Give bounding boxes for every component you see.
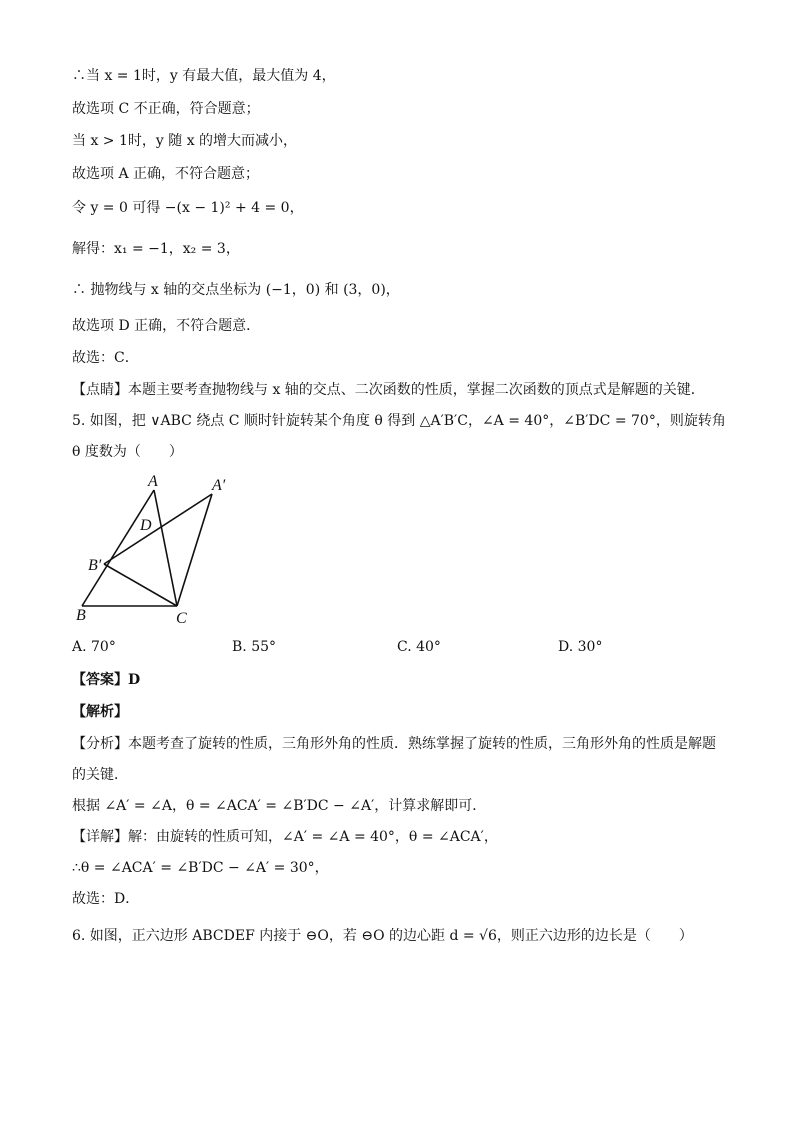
label-C: C [176, 610, 187, 627]
text-line-6: 解得：x₁ = −1，x₂ = 3， [72, 241, 240, 257]
label-B-prime: B′ [88, 557, 102, 574]
question-6: 6. 如图，正六边形 ABCDEF 内接于 ⊖O，若 ⊖O 的边心距 d = √6，则正六边形的边长是（ ） [72, 928, 693, 944]
text-line-8: 故选项 D 正确，不符合题意． [72, 318, 261, 334]
label-A-prime: A′ [212, 477, 226, 494]
option-a: A. 70° [72, 639, 116, 655]
detail-line-3: 故选：D． [72, 891, 140, 907]
basis-line: 根据 ∠A′ = ∠A，θ = ∠ACA′ = ∠B′DC − ∠A′，计算求解即可． [72, 798, 487, 814]
text-line-2: 故选项 C 不正确，符合题意； [72, 101, 260, 117]
label-D: D [140, 517, 152, 534]
text-line-9: 故选：C． [72, 350, 139, 366]
text-line-5: 令 y = 0 可得 −(x − 1)² + 4 = 0， [72, 200, 304, 216]
detail-line-2: ∴θ = ∠ACA′ = ∠B′DC − ∠A′ = 30°， [72, 860, 329, 876]
dianjing-note: 【点睛】本题主要考查抛物线与 x 轴的交点、二次函数的性质，掌握二次函数的顶点式是解题的关键． [72, 382, 705, 398]
detail-line-1: 【详解】解：由旋转的性质可知，∠A′ = ∠A = 40°，θ = ∠ACA′， [72, 829, 498, 845]
question-5-line-1: 5. 如图，把 ∨ABC 绕点 C 顺时针旋转某个角度 θ 得到 △A′B′C，∠A = 40°，∠B′DC = 70°，则旋转角 [72, 413, 726, 429]
label-A: A [148, 473, 158, 490]
fenxi-line-2: 的关键． [72, 767, 128, 783]
option-b: B. 55° [232, 639, 277, 655]
answer-line: 【答案】D [72, 672, 141, 688]
option-d: D. 30° [558, 639, 603, 655]
text-line-7: ∴ 抛物线与 x 轴的交点坐标为 (−1，0) 和 (3，0)， [72, 282, 400, 298]
triangle-lines [82, 490, 212, 606]
text-line-4: 故选项 A 正确，不符合题意； [72, 166, 260, 182]
option-c: C. 40° [397, 639, 441, 655]
rotation-figure [70, 470, 240, 630]
label-B: B [76, 607, 86, 624]
text-line-1: ∴当 x = 1时，y 有最大值，最大值为 4， [72, 68, 336, 84]
question-5-line-2: θ 度数为（ ） [72, 444, 183, 460]
text-line-3: 当 x > 1时，y 随 x 的增大而减小， [72, 133, 298, 149]
fenxi-line-1: 【分析】本题考查了旋转的性质，三角形外角的性质．熟练掌握了旋转的性质，三角形外角的性质是解题 [72, 736, 716, 752]
analysis-title: 【解析】 [72, 704, 128, 720]
